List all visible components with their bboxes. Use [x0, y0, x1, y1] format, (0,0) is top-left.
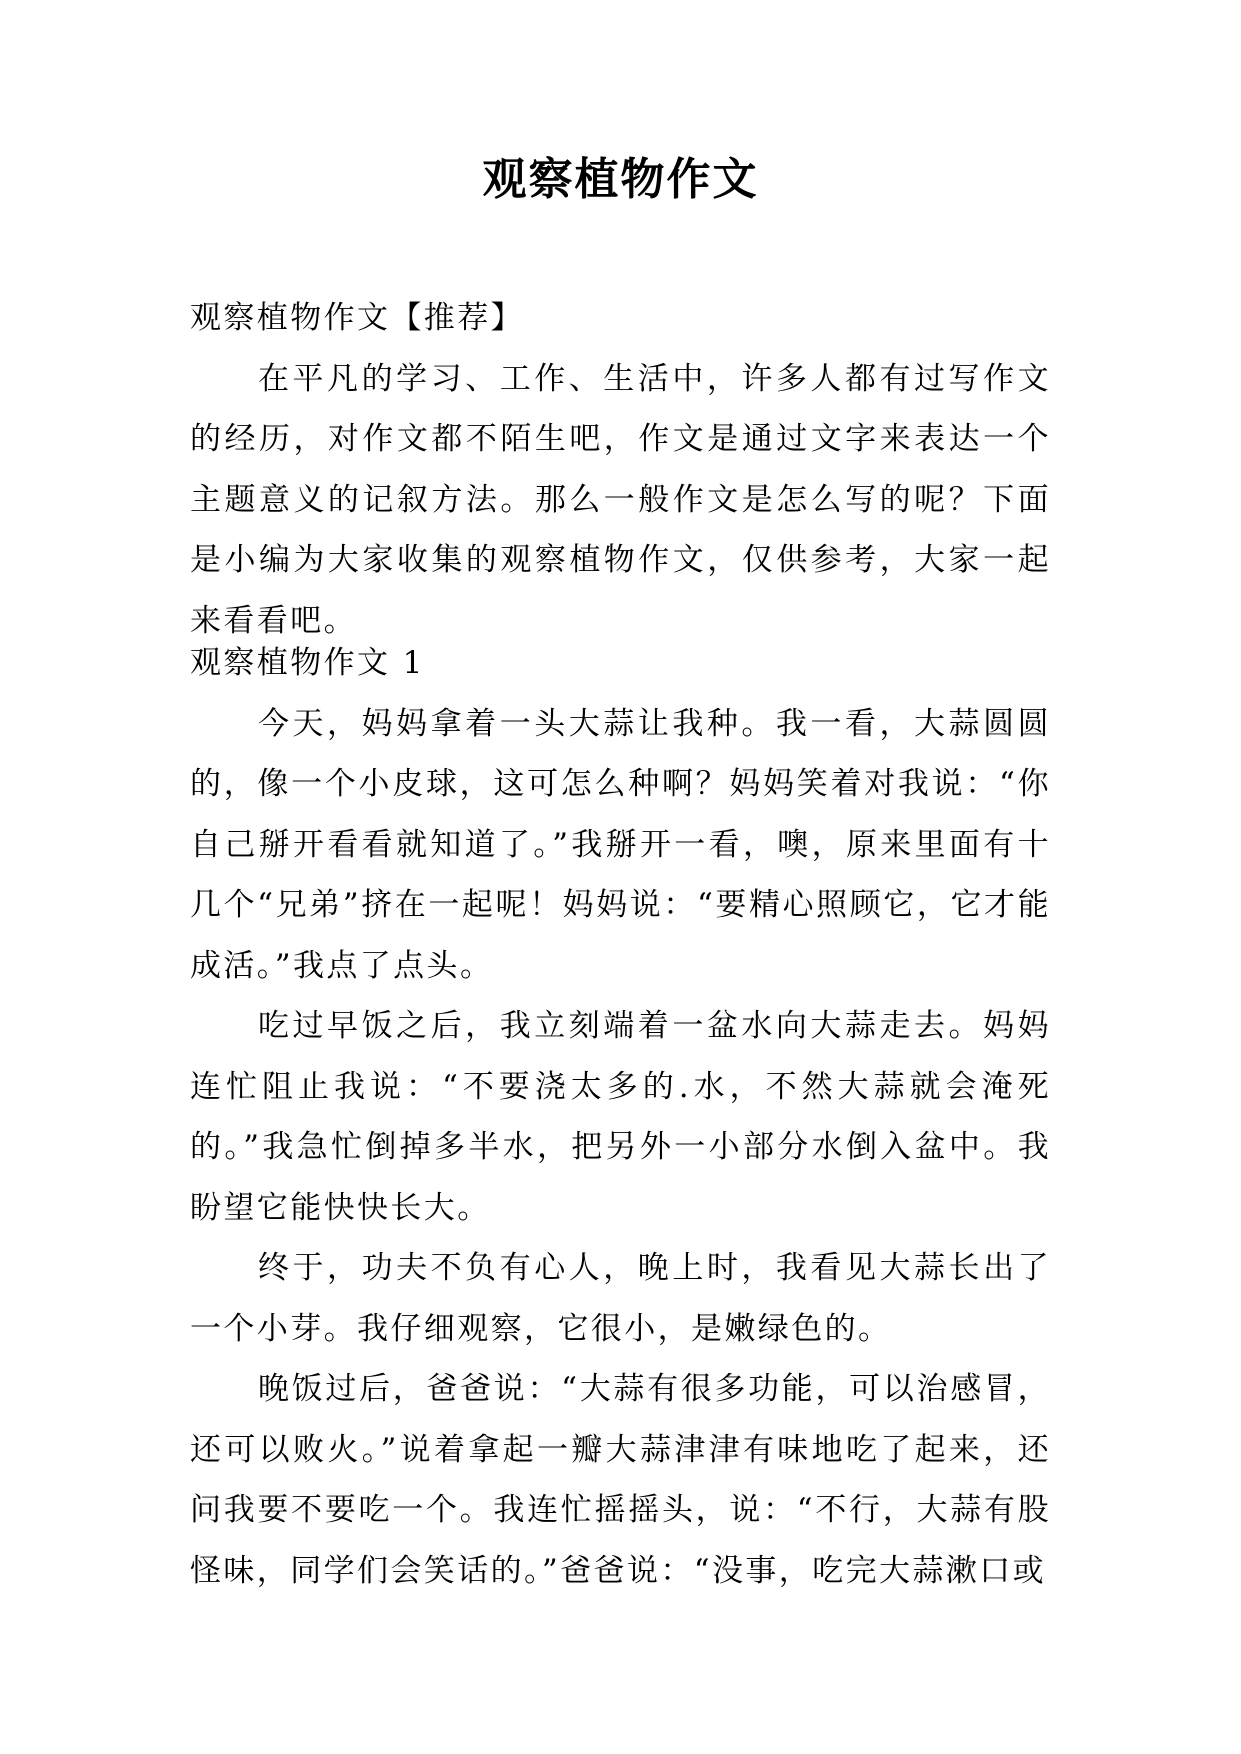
essay-paragraph: 今天，妈妈拿着一头大蒜让我种。我一看，大蒜圆圆的，像一个小皮球，这可怎么种啊？妈妈笑着对我说：“你自己掰开看看就知道了。”我掰开一看，噢，原来里面有十几个“兄弟”挤在一起呢！妈妈说：“要精心照顾它，它才能成活。”我点了点头。 — [190, 705, 1051, 984]
essay-paragraph: 晚饭过后，爸爸说：“大蒜有很多功能，可以治感冒，还可以败火。”说着拿起一瓣大蒜津津有味地吃了起来，还问我要不要吃一个。我连忙摇摇头，说：“不行，大蒜有股怪味，同学们会笑话的。”爸爸说：“没事，吃完大蒜漱口或 — [190, 1371, 1051, 1589]
essay-1-section — [190, 633, 1051, 1601]
document-title: 观察植物作文 — [482, 154, 759, 205]
essay-paragraph: 吃过早饭之后，我立刻端着一盆水向大蒜走去。妈妈连忙阻止我说：“不要浇太多的.水，不然大蒜就会淹死的。”我急忙倒掉多半水，把另外一小部分水倒入盆中。我盼望它能快快长大。 — [190, 1008, 1051, 1226]
essay-paragraph: 终于，功夫不负有心人，晚上时，我看见大蒜长出了一个小芽。我仔细观察，它很小，是嫩绿色的。 — [190, 1250, 1051, 1347]
intro-heading: 观察植物作文【推荐】 — [190, 300, 524, 336]
essay-1-heading: 观察植物作文 1 — [190, 645, 425, 681]
intro-paragraph: 在平凡的学习、工作、生活中，许多人都有过写作文的经历，对作文都不陌生吧，作文是通过文字来表达一个主题意义的记叙方法。那么一般作文是怎么写的呢？下面是小编为大家收集的观察植物作文，仅供参考，大家一起来看看吧。 — [190, 360, 1051, 639]
intro-section — [190, 288, 1051, 651]
